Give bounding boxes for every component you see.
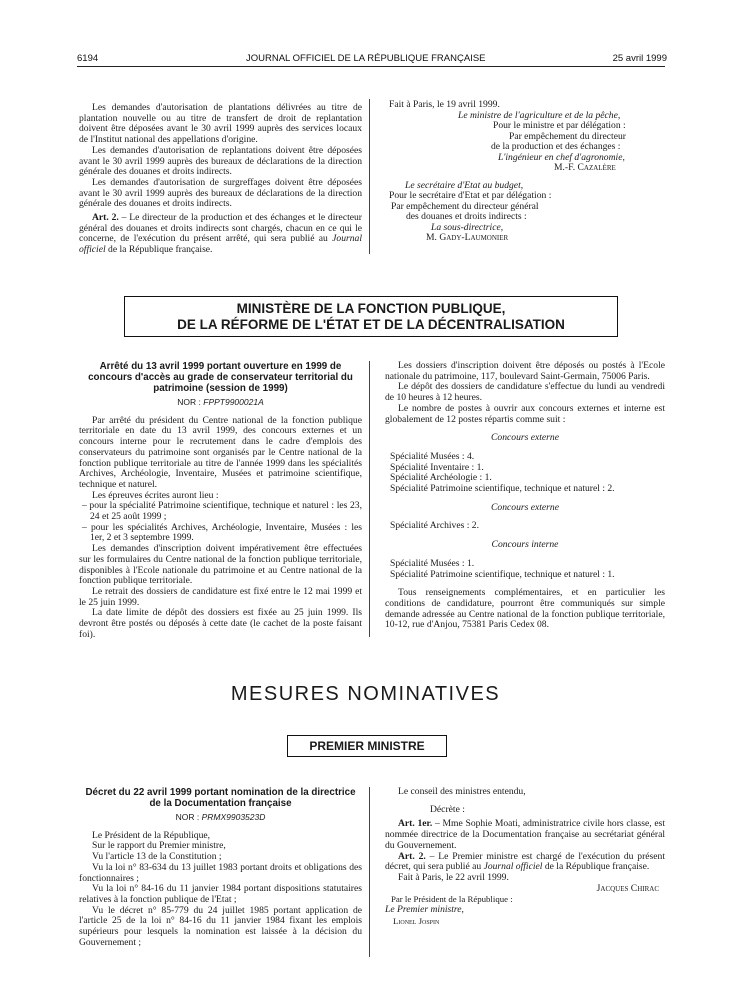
paragraph: Vu la loi n° 83-634 du 13 juillet 1983 portant droits et obligations des fonctionnaires ; — [79, 861, 362, 884]
paragraph: Les demandes d'autorisation de plantations délivrées au titre de plantation nouvelle ou au titre de transfert de droit de replantation doivent être déposées avant le 30 avril 1999 auprès des services locaux de l'Institut national des appellations d'origine. — [79, 102, 362, 146]
signatory-name: Lionel Jospin — [393, 915, 440, 926]
paragraph: Vu la loi n° 84-16 du 11 janvier 1984 portant dispositions statutaires relatives à la fonction publique de l'Etat ; — [79, 883, 362, 905]
list-item: Spécialité Archéologie : 1. — [390, 472, 492, 484]
sign-line: de la production et des échanges : — [491, 141, 621, 152]
paragraph: Le Président de la République, — [92, 829, 211, 841]
article-text: – Mme Sophie Moati, administratrice civile hors classe, est nommée directrice de la Documentation française au secrétariat général du Gouvernement. — [385, 818, 666, 851]
article-text-end: de la République française. — [542, 861, 650, 873]
article-label: Art. 2. — [92, 212, 119, 224]
sign-line: Par le Président de la République : — [391, 894, 513, 905]
nor-label: NOR : — [175, 812, 202, 822]
issue-date: 25 avril 1999 — [612, 53, 667, 64]
journal-ref: Journal officiel — [483, 861, 543, 873]
list-item: – pour la spécialité Patrimoine scientifique, technique et naturel : les 23, 24 et 25 août 1999 ; — [82, 500, 362, 523]
article-label: Art. 2. — [398, 850, 426, 862]
list-item: Spécialité Musées : 1. — [390, 557, 475, 569]
sign-date: Fait à Paris, le 22 avril 1999. — [398, 871, 509, 883]
signatory-name: M.-F. Cazalère — [554, 162, 616, 173]
ministry-line: DE LA RÉFORME DE L'ÉTAT ET DE LA DÉCENTRALISATION — [177, 317, 565, 332]
arrete-left-column — [79, 361, 362, 640]
article-label: Art. 1er. — [398, 818, 433, 830]
signatory-name: Jacques Chirac — [596, 882, 659, 894]
sign-date: Fait à Paris, le 19 avril 1999. — [389, 99, 500, 110]
journal-title: JOURNAL OFFICIEL DE LA RÉPUBLIQUE FRANÇAISE — [246, 53, 486, 64]
header-rule — [77, 66, 665, 67]
nor-label: NOR : — [177, 397, 204, 407]
sign-line: La sous-directrice, — [431, 221, 504, 233]
list-item: Spécialité Inventaire : 1. — [390, 461, 484, 473]
sign-line: L'ingénieur en chef d'agronomie, — [498, 151, 625, 163]
sign-line: des douanes et droits indirects : — [406, 211, 527, 222]
paragraph: Les épreuves écrites auront lieu : — [92, 489, 219, 501]
article-2 — [385, 852, 665, 873]
paragraph: Vu l'article 13 de la Constitution ; — [92, 851, 222, 863]
decret-left-column — [79, 787, 362, 948]
list-item: Spécialité Patrimoine scientifique, technique et naturel : 2. — [390, 483, 615, 495]
sign-line: Le ministre de l'agriculture et de la pêche, — [458, 109, 621, 121]
list-item: Spécialité Archives : 2. — [390, 520, 479, 532]
nor-reference — [79, 812, 362, 823]
premier-ministre-heading: PREMIER MINISTRE — [287, 735, 447, 757]
article-text: – Le directeur de la production et des échanges et le directeur général des douanes et droits indirects sont chargés, chacun en ce qui le concerne, de l'exécution du présent arrêté, qui sera publié au — [79, 212, 362, 245]
decret-title: Décret du 22 avril 1999 portant nomination de la directrice de la Documentation française — [85, 787, 356, 809]
journal-ref: Journal officiel — [79, 233, 362, 256]
section-title: MESURES NOMINATIVES — [230, 683, 501, 705]
paragraph: Les dossiers d'inscription doivent être déposés ou postés à l'Ecole nationale du patrimoine, 117, boulevard Saint-Germain, 75006 Paris. — [385, 360, 665, 382]
sign-line: Par empêchement du directeur — [509, 130, 626, 142]
list-item: Spécialité Musées : 4. — [390, 450, 475, 462]
top-left-column — [79, 103, 362, 256]
sign-line: Par empêchement du directeur général — [391, 200, 539, 212]
sign-line: Pour le ministre et par délégation : — [493, 120, 626, 131]
arrete-title: Arrêté du 13 avril 1999 portant ouverture en 1999 de concours d'accès au grade de conservateur territorial du patrimoine (session de 1999) — [88, 361, 353, 394]
column-rule — [369, 361, 370, 637]
paragraph: Le conseil des ministres entendu, — [398, 786, 526, 797]
article-text: – Le Premier ministre est chargé de l'exécution du présent décret, qui sera publié au — [385, 850, 665, 873]
signature-block — [385, 100, 665, 244]
signatory-name: M. Gady-Laumonier — [426, 232, 509, 243]
paragraph: Le dépôt des dossiers de candidature s'effectue du lundi au vendredi de 10 heures à 12 heures. — [385, 381, 665, 404]
ministry-heading — [124, 296, 618, 337]
decrete: Décrète : — [430, 803, 465, 815]
paragraph: Le retrait des dossiers de candidature est fixé entre le 12 mai 1999 et le 25 juin 1999. — [79, 585, 362, 608]
arrete-right-column — [385, 361, 665, 631]
paragraph: Les demandes d'inscription doivent impérativement être effectuées sur les formulaires du Centre national de la fonction publique territoriale, disponibles à l'Ecole nationale du patrimoine et au Centre national de la fonction publique territoriale. — [79, 543, 362, 587]
paragraph: La date limite de dépôt des dossiers est fixée au 25 juin 1999. Ils devront être postés ou déposés à cette date (le cachet de la poste faisant foi). — [79, 607, 362, 640]
decret-right-column — [385, 787, 665, 926]
nor-reference — [79, 397, 362, 408]
column-rule — [369, 99, 370, 254]
paragraph: Les demandes d'autorisation de surgreffages doivent être déposées avant le 30 avril 1999 auprès des bureaux de déclarations de la direction générale des douanes et droits indirects. — [79, 176, 362, 210]
article-2 — [79, 213, 362, 256]
sign-line: Le Premier ministre, — [385, 904, 464, 916]
section-heading: Concours externe — [491, 501, 559, 513]
list-item: – pour les spécialités Archives, Archéologie, Inventaire, Musées : les 1er, 2 et 3 septembre 1999. — [82, 521, 362, 544]
section-heading: Concours externe — [491, 432, 559, 444]
column-rule — [369, 787, 370, 957]
article-text-end: de la République française. — [105, 244, 213, 256]
article-1 — [385, 819, 665, 851]
section-heading: Concours interne — [491, 539, 559, 551]
paragraph: Sur le rapport du Premier ministre, — [92, 840, 226, 852]
sign-line: Pour le secrétaire d'Etat et par délégation : — [389, 190, 552, 201]
paragraph: Par arrêté du président du Centre national de la fonction publique territoriale en date du 13 avril 1999, des concours externes et un concours interne pour le recrutement dans le cadre d'emplois des conservateurs du patrimoine sont organisés par le Centre national de la fonction publique territoriale au titre de l'année 1999 dans les spécialités Archives, Archéologie, Inventaire, Musées et patrimoine scientifique, technique et naturel. — [79, 414, 362, 490]
page-number: 6194 — [77, 53, 99, 64]
list-item: Spécialité Patrimoine scientifique, technique et naturel : 1. — [390, 568, 615, 580]
paragraph: Vu le décret n° 85-779 du 24 juillet 1985 portant application de l'article 25 de la loi n° 84-16 du 11 janvier 1984 fixant les emplois supérieurs pour lesquels la nomination est laissée à la décision du Gouvernement ; — [79, 904, 362, 948]
paragraph: Le nombre de postes à ouvrir aux concours externes et interne est globalement de 12 postes répartis comme suit : — [385, 402, 665, 425]
nor-code: PRMX9903523D — [201, 812, 266, 822]
nor-code: FPPT9900021A — [203, 397, 264, 407]
sign-line: Le secrétaire d'Etat au budget, — [405, 179, 524, 191]
ministry-line: MINISTÈRE DE LA FONCTION PUBLIQUE, — [236, 301, 506, 316]
paragraph: Les demandes d'autorisation de replantations doivent être déposées avant le 30 avril 1999 auprès des bureaux de déclarations de la direction générale des douanes et droits indirects. — [79, 144, 362, 178]
paragraph: Tous renseignements complémentaires, et en particulier les conditions de candidature, pourront être communiqués sur simple demande adressée au Centre national de la fonction publique territoriale, 10-12, rue d'Anjou, 75381 Paris Cedex 08. — [385, 587, 665, 631]
